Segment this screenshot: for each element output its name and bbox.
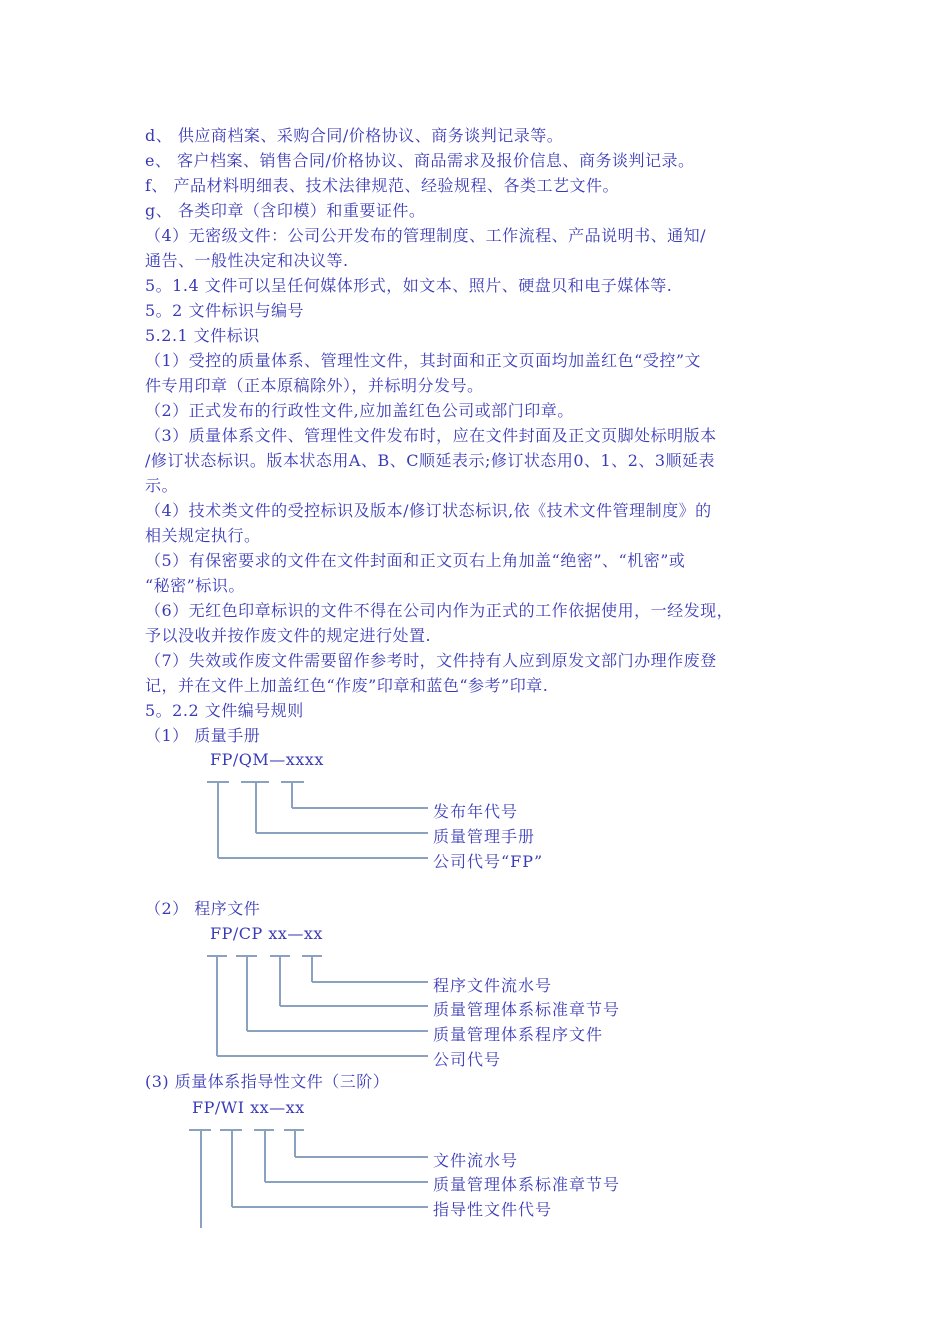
text-line: f、 产品材料明细表、技术法律规范、经验规程、各类工艺文件。 xyxy=(145,176,620,195)
diagram-heading: （2） 程序文件 xyxy=(145,899,261,918)
code-label: 指导性文件代号 xyxy=(433,1200,553,1219)
code-pattern: FP/CP xx—xx xyxy=(210,924,323,943)
text-line: 予以没收并按作废文件的规定进行处置. xyxy=(145,626,432,645)
code-pattern: FP/WI xx—xx xyxy=(192,1098,305,1117)
code-label: 文件流水号 xyxy=(433,1151,519,1170)
section-heading: 5。2.2 文件编号规则 xyxy=(145,701,304,720)
code-label: 公司代号“FP” xyxy=(433,852,544,871)
text-line: 相关规定执行。 xyxy=(145,526,261,545)
text-line: （5）有保密要求的文件在文件封面和正文页右上角加盖“绝密”、“机密”或 xyxy=(145,551,686,570)
code-pattern: FP/QM—xxxx xyxy=(210,750,324,769)
text-line: （4）技术类文件的受控标识及版本/修订状态标识,依《技术文件管理制度》的 xyxy=(145,501,712,520)
text-line: （1）受控的质量体系、管理性文件，其封面和正文页面均加盖红色“受控”文 xyxy=(145,351,702,370)
text-line: （2）正式发布的行政性文件,应加盖红色公司或部门印章。 xyxy=(145,401,574,420)
text-line: d、 供应商档案、采购合同/价格协议、商务谈判记录等。 xyxy=(145,126,564,145)
code-label: 公司代号 xyxy=(433,1050,502,1069)
code-label: 质量管理体系标准章节号 xyxy=(433,1000,621,1019)
section-heading: 5。2 文件标识与编号 xyxy=(145,301,304,320)
diagram-heading: （1） 质量手册 xyxy=(145,726,261,745)
text-line: （7）失效或作废文件需要留作参考时，文件持有人应到原发文部门办理作废登 xyxy=(145,651,717,670)
text-line: （3）质量体系文件、管理性文件发布时，应在文件封面及正文页脚处标明版本 xyxy=(145,426,717,445)
text-line: （6）无红色印章标识的文件不得在公司内作为正式的工作依据使用，一经发现， xyxy=(145,601,734,620)
text-line: e、 客户档案、销售合同/价格协议、商品需求及报价信息、商务谈判记录。 xyxy=(145,151,695,170)
connector-group-1 xyxy=(207,782,428,858)
section-heading: 5.2.1 文件标识 xyxy=(145,326,260,345)
code-label: 质量管理手册 xyxy=(433,827,536,846)
text-line: 5。1.4 文件可以呈任何媒体形式，如文本、照片、硬盘贝和电子媒体等. xyxy=(145,276,673,295)
text-line: 件专用印章（正本原稿除外），并标明分发号。 xyxy=(145,376,484,395)
text-line: 记，并在文件上加盖红色“作废”印章和蓝色“参考”印章. xyxy=(145,676,549,695)
text-line: g、 各类印章（含印模）和重要证件。 xyxy=(145,201,426,220)
text-line: （4）无密级文件：公司公开发布的管理制度、工作流程、产品说明书、通知/ xyxy=(145,226,707,245)
text-line: 示。 xyxy=(145,476,179,495)
diagram-heading: (3) 质量体系指导性文件（三阶） xyxy=(145,1072,390,1091)
code-label: 程序文件流水号 xyxy=(433,976,553,995)
text-line: “秘密”标识。 xyxy=(145,576,245,595)
text-line: /修订状态标识。版本状态用A、B、C顺延表示;修订状态用0、1、2、3顺延表 xyxy=(145,451,716,470)
code-label: 发布年代号 xyxy=(433,802,519,821)
code-label: 质量管理体系标准章节号 xyxy=(433,1175,621,1194)
connector-group-3 xyxy=(189,1130,428,1228)
text-line: 通告、一般性决定和决议等. xyxy=(145,251,349,270)
code-label: 质量管理体系程序文件 xyxy=(433,1025,604,1044)
connector-group-2 xyxy=(207,956,428,1056)
